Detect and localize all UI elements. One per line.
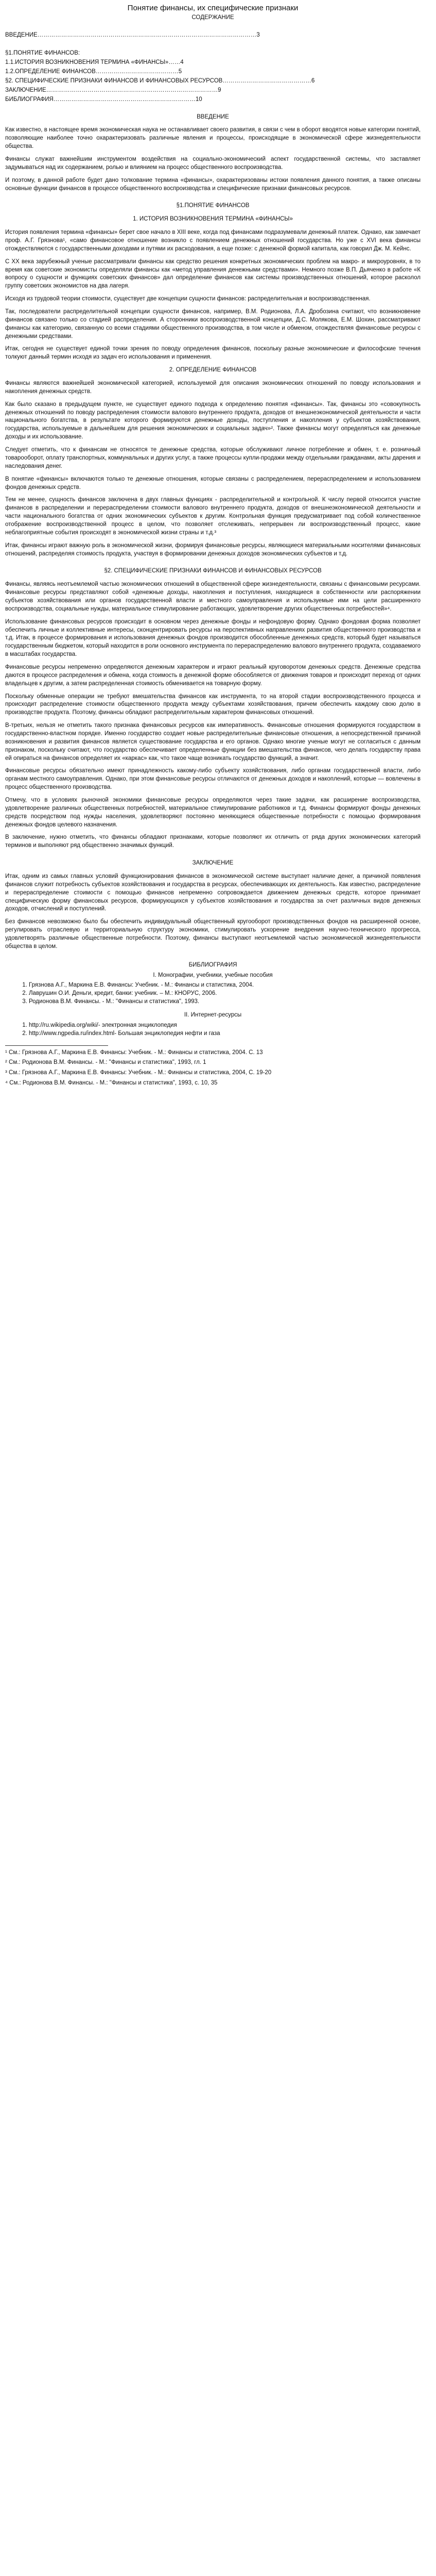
features-paragraph: Финансы, являясь неотъемлемой частью экономических отношений в общественной сфере жизнедеятельности, связаны с финансовыми ресурсами. Финансовые ресурсы представляют собой «денежные доходы, накопления и поступления, находящиеся в собственности или распоряжении субъектов хозяйствования или органов государственной власти и местного самоуправления и используемые ими на цели расширенного воспроизводства, социальные нужды, материальное стимулирование работающих, удовлетворение других общественных потребностей»⁴. [5, 581, 421, 612]
document-title: Понятие финансы, их специфические признаки [127, 4, 299, 12]
definition-paragraph: Итак, финансы играют важную роль в экономической жизни, формируя финансовые ресурсы, являющиеся материальными носителями финансовых отношений, распределяя стоимость продукта, участвуя в формировании денежных доходов экономических субъектов и т.д. [5, 542, 421, 557]
conclusion-paragraph: Итак, одним из самых главных условий функционирования финансов в экономической системе выступает наличие денег, а причиной появления финансов служит потребность субъектов хозяйствования и государства в ресурсах, обеспечивающих их деятельность. Как известно, распределение и перераспределение стоимости с помощью финансов непременно сопровождается движением денежных средств, которое принимает специфическую форму финансовых ресурсов, формирующихся у субъектов хозяйствования и государства за счет различных видов денежных доходов, отчислений и поступлений. [5, 873, 421, 912]
internet-link[interactable]: 2. http://www.ngpedia.ru/index.html- Большая энциклопедия нефти и газа [29, 1030, 421, 1038]
toc-entry-section2[interactable]: §2. СПЕЦИФИЧЕСКИЕ ПРИЗНАКИ ФИНАНСОВ И ФИНАНСОВЫХ РЕСУРСОВ………………………………………6 [5, 77, 315, 84]
definition-paragraph: Следует отметить, что к финансам не относятся те денежные средства, которые обслуживают личное потребление и обмен, т. е. розничный товарооборот, оплату транспортных, коммунальных и других услуг, а также процессы купли-продажи между отдельными гражданами, акты дарения и наследования денег. [5, 447, 421, 469]
table-of-contents [5, 31, 421, 104]
footnote: ³ См.: Грязнова А.Г., Маркина Е.В. Финансы: Учебник. - М.: Финансы и статистика, 2004, С. 19-20 [5, 1070, 272, 1076]
document-page [0, 0, 426, 1095]
book-entry: 1. Грязнова А.Г., Маркина Е.В. Финансы: Учебник. - М.: Финансы и статистика, 2004. [29, 981, 421, 990]
toc-entry-definition[interactable]: 1.2.ОПРЕДЕЛЕНИЕ ФИНАНСОВ……………………………………5 [5, 69, 182, 75]
section1-sub1-heading: 1. ИСТОРИЯ ВОЗНИКНОВЕНИЯ ТЕРМИНА «ФИНАНСЫ» [133, 216, 293, 223]
intro-paragraph: И поэтому, в данной работе будет дано толкование термина «финансы», охарактеризованы истоки появления данного понятия, а также описаны основные функции финансов в процессе общественного воспроизводства и специфические признаки финансовых ресурсов. [5, 177, 421, 192]
history-paragraph: Исходя из трудовой теории стоимости, существует две концепции сущности финансов: распределительная и воспроизводственная. [5, 296, 371, 302]
features-paragraph: Использование финансовых ресурсов происходит в основном через денежные фонды и нефондовую форму. Однако фондовая форма позволяет обеспечить личные и коллективные интересы, сконцентрировать ресурсы на перспективных направлениях развития общественного производства и т.д. Итак, в процессе формирования и использования денежных фондов производится обособленные денежных средств, который будет называться государственным бюджетом, который находится в роли основного инструмента по перераспределению валового внутреннего продукта, создаваемого в масштабах государства. [5, 618, 421, 658]
book-entry: 3. Родионова В.М. Финансы. - М.: "Финансы и статистика", 1993. [29, 998, 421, 1006]
conclusion-heading: ЗАКЛЮЧЕНИЕ [192, 860, 234, 867]
footnote: ¹ См.: Грязнова А.Г., Маркина Е.В. Финансы: Учебник. - М.: Финансы и статистика, 2004. С. 13 [5, 1049, 263, 1056]
toc-heading: СОДЕРЖАНИЕ [191, 14, 234, 21]
features-paragraph: Финансовые ресурсы непременно определяются денежным характером и играют реальный круговоротом денежных средств. Денежные средства даются в процессе распределения и обмена, когда стоимость в денежной форме обособляется от движения товаров и происходит переход от одних владельцев к другим, а затем распределенная стоимость обменивается на товарную форму. [5, 664, 421, 687]
intro-heading: ВВЕДЕНИЕ [197, 113, 229, 120]
books-heading: I. Монографии, учебники, учебные пособия [153, 972, 273, 978]
features-paragraph: В заключение, нужно отметить, что финансы обладают признаками, которые позволяют их отличить от ряда других экономических категорий терминов и выполняют ряд общественно значимых функций. [5, 834, 421, 849]
toc-entry-history[interactable]: 1.1.ИСТОРИЯ ВОЗНИКНОВЕНИЯ ТЕРМИНА «ФИНАНСЫ»……4 [5, 59, 184, 66]
toc-entry-bibliography[interactable]: БИБЛИОГРАФИЯ………………………………………………………………10 [5, 96, 202, 103]
toc-entry-intro[interactable]: ВВЕДЕНИЕ…………………………………………………………………………………………………3 [5, 31, 260, 38]
bibliography-heading: БИБЛИОГРАФИЯ [188, 961, 237, 968]
toc-entry-conclusion[interactable]: ЗАКЛЮЧЕНИЕ……………………………………………………………………………9 [5, 87, 221, 93]
footnote-divider [5, 1045, 108, 1046]
section1-heading: §1.ПОНЯТИЕ ФИНАНСОВ [176, 202, 250, 209]
toc-entry-section1[interactable]: §1.ПОНЯТИЕ ФИНАНСОВ: [5, 50, 80, 57]
history-paragraph: С XX века зарубежный ученые рассматривали финансы как средство решения конкретных экономических проблем на макро- и микроуровнях, в то время как советские экономисты определяли финансы как «метод управления денежными средствами». Немного позже В.П. Дьяченко в работе «К вопросу о сущности и функциях советских финансов» дал определение финансов как системы производственных отношений, которое расколол группу советских экономистов на два лагеря. [5, 258, 421, 290]
features-paragraph: В-третьих, нельзя не отметить такого признака финансовых ресурсов как императивность. Финансовые отношения формируются государством в государственно-властном порядке. Именно государство создает новые распределительные финансовые отношения, а непосредственной причиной возникновения и развития финансов является существование государства и его органов. Однако многие ученые могут не согласиться с данным признаком, поскольку считают, что государство обеспечивает определенные функции без вмешательства финансов, чего делать государству права ей опираться на финансов определяет их «каркас» как, что такое чаще возникать государство функций, а значит. [5, 722, 421, 761]
conclusion-paragraph: Без финансов невозможно было бы обеспечить индивидуальный общественный кругооборот производственных фондов на расширенной основе, регулировать отраслевую и территориальную структуру экономики, стимулировать ускорение внедрения научно-технического прогресса, удовлетворять различные общественные потребности. Поэтому, финансы выступают неотъемлемой частью экономической жизнедеятельности общества в целом. [5, 919, 421, 950]
books-list [5, 981, 421, 1006]
definition-paragraph: Финансы являются важнейшей экономической категорией, используемой для описания экономических отношений по поводу использования и накопления денежных средств. [5, 380, 421, 395]
definition-paragraph: Тем не менее, сущность финансов заключена в двух главных функциях - распределительной и контрольной. К числу первой относится участие финансов в распределении и перераспределении стоимости валового внутреннего продукта, доходов от внешнеэкономической деятельности и части национального богатства от одних экономических субъектов к другим. Контрольная функция предусматривает под собой количественное отображение воспроизводственной процесс в целом, что позволяет отслеживать, непрерывен ли воспроизводственный процесс, какие неблагоприятные события происходят в экономической жизни страны и т.д.³ [5, 497, 421, 536]
internet-link[interactable]: 1. http://ru.wikipedia.org/wiki/- электронная энциклопедия [29, 1022, 421, 1030]
history-paragraph: Итак, сегодня не существует единой точки зрения по поводу определения финансов, поскольку разные экономические и философские течения толкуют данный термин исходя из задач его использования и применения. [5, 346, 421, 361]
section1-sub2-heading: 2. ОПРЕДЕЛЕНИЕ ФИНАНСОВ [169, 367, 257, 374]
internet-heading: II. Интернет-ресурсы [184, 1012, 242, 1019]
history-paragraph: Так, последователи распределительной концепции сущности финансов, например, В.М. Родионова, Л.А. Дробозина считают, что возникновение финансов связано только со стадией распределения. А сторонники воспроизводственной концепции, Д.С. Молякова, Е.М. Шохин, рассматривают финансы как категорию, связанную со всеми стадиями общественного производства, в том числе и обменом, отождествляя финансовые ресурсы с денежными средствами. [5, 309, 421, 340]
features-paragraph: Финансовые ресурсы обязательно имеют принадлежность какому-либо субъекту хозяйствования, либо органам государственной власти, либо органам местного самоуправления. Однако, при этом финансовые ресурсы отличаются от денежных доходов и накоплений, которые — вовлечены в процесс общественного производства. [5, 768, 421, 791]
section2-heading: §2. СПЕЦИФИЧЕСКИЕ ПРИЗНАКИ ФИНАНСОВ И ФИНАНСОВЫХ РЕСУРСОВ [104, 568, 322, 574]
internet-list [5, 1022, 421, 1038]
features-paragraph: Поскольку обменные операции не требуют вмешательства финансов как инструмента, то на второй стадии воспроизводственного процесса и происходит распределение стоимости общественного продукта между субъектами хозяйствования, причем обеспечить каждому свою долю в производстве продукта. Поэтому, финансы обладают распределительным характером финансовых отношений. [5, 693, 421, 716]
footnote: ⁴ См.: Родионова В.М. Финансы. - М.: "Финансы и статистика", 1993, с. 10, 35 [5, 1080, 218, 1087]
definition-paragraph: В понятие «финансы» включаются только те денежные отношения, которые связаны с распределением, перераспределением и использованием фондов денежных средств. [5, 476, 421, 490]
intro-paragraph: Как известно, в настоящее время экономическая наука не останавливает своего развития, в связи с чем в оборот вводятся новые категории понятий, позволяющие наиболее точно охарактеризовать различные явления и процессы, происходящие в экономической сфере жизнедеятельности общества. [5, 127, 421, 150]
history-paragraph: История появления термина «финансы» берет свое начало в XIII веке, когда под финансами подразумевали денежный платеж. Однако, как замечает проф. А.Г. Грязнова¹, «само финансовое отношение возникло с появлением денежных отношений государства. Но уже с XVI века финансы отождествляются с государственными доходами и путями их расходования, а еще позже: с денежной формой капитала, как говорил Дж. М. Кейнс. [5, 229, 421, 252]
definition-paragraph: Как было сказано в предыдущем пункте, не существует единого подхода к определению понятия «финансы». Так, финансы это «совокупность денежных отношений по поводу распределения стоимости валового внутреннего продукта, доходов от внешнеэкономической деятельности и части национального богатства, в результате которого формируются денежные доходы, поступления и накопления у субъектов хозяйствования, государства, используемые в дальнейшем для решения экономических и социальных задач»². Также финансы могут определяться как денежные доходы и их использование. [5, 401, 421, 440]
features-paragraph: Отмечу, что в условиях рыночной экономики финансовые ресурсы определяются через такие задачи, как расширение воспроизводства, удовлетворение различных общественных потребностей, материальное стимулирование работников и т.д. Финансы формируют фонды денежных средств посредством под нужды населения, удовлетворяют постоянно меняющиеся общественные потребности с помощью формирования денежных фондов целевого назначения. [5, 797, 421, 828]
intro-paragraph: Финансы служат важнейшим инструментом воздействия на социально-экономический аспект государственной системы, что заставляет задумываться над их содержанием, ролью и влиянием на процесс общественного воспроизводства. [5, 156, 421, 171]
footnote: ² См.: Родионова В.М. Финансы. - М.: "Финансы и статистика", 1993, гл. 1 [5, 1059, 206, 1066]
book-entry: 2. Лаврушин О.И. Деньги, кредит, банки: учебник. – М.: КНОРУС, 2006. [29, 990, 421, 998]
